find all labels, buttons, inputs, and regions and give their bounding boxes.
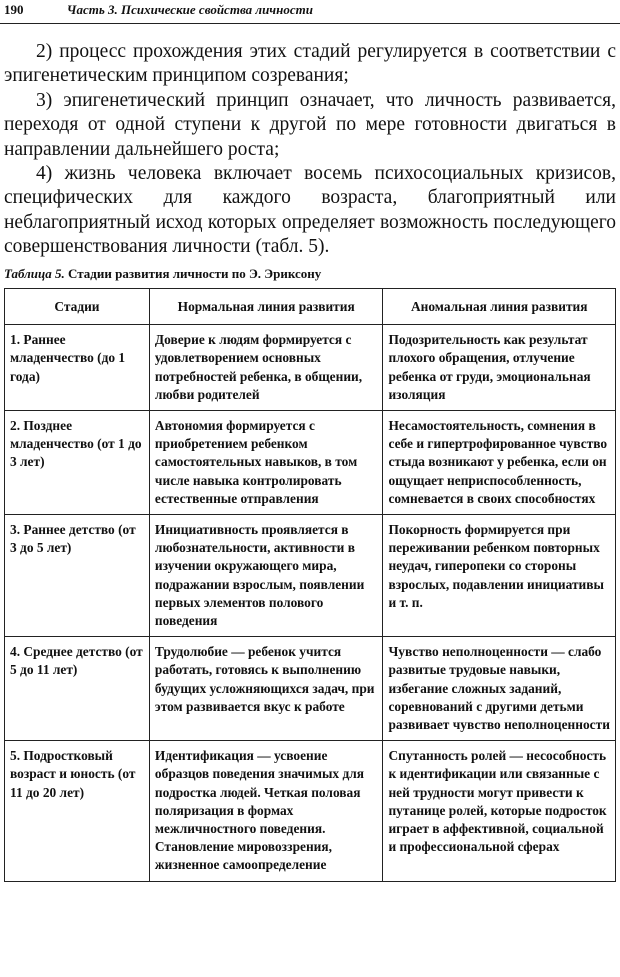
table-row: [5, 741, 616, 881]
running-header: [4, 2, 313, 18]
paragraph-3: 3) эпигенетический принцип означает, что личность развивается, переходя от одной ступени к другой по мере готовности двигаться в направлении дальнейшего роста;: [4, 89, 616, 160]
abnormal-cell: Подозрительность как результат плохого обращения, отлучение ребенка от груди, эмоциональная изоляция: [383, 325, 616, 411]
normal-cell: Инициативность проявляется в любознательности, активности в изучении окружающего мира, подражании взрослым, появлении первых элементов полового поведения: [149, 515, 383, 637]
abnormal-cell: Чувство неполноценности — слабо развитые трудовые навыки, избегание сложных заданий, соревнований с другими детьми развивает чувство неполноценности: [383, 637, 616, 741]
header-rule: [0, 23, 620, 24]
page-number: 190: [4, 2, 24, 17]
body-text: [4, 40, 616, 260]
abnormal-cell: Покорность формируется при переживании ребенком повторных неудач, гиперопеки со стороны взрослых, подавлении инициативы и т. п.: [383, 515, 616, 637]
table-row: [5, 637, 616, 741]
header-normal: Нормальная линия развития: [149, 289, 383, 325]
normal-cell: Доверие к людям формируется с удовлетворением основных потребностей ребенка, в общении, любви родителей: [149, 325, 383, 411]
header-stages: Стадии: [5, 289, 150, 325]
stage-cell: 1. Раннее младенчество (до 1 года): [5, 325, 150, 411]
table-row: [5, 515, 616, 637]
stage-cell: 2. Позднее младенчество (от 1 до 3 лет): [5, 411, 150, 515]
normal-cell: Трудолюбие — ребенок учится работать, готовясь к выполнению будущих усложняющихся задач, при этом развивается вкус к работе: [149, 637, 383, 741]
running-title: Часть 3. Психические свойства личности: [66, 2, 313, 17]
table-row: [5, 325, 616, 411]
normal-cell: Автономия формируется с приобретением ребенком самостоятельных навыков, в том числе навыка контролировать естественные отправления: [149, 411, 383, 515]
abnormal-cell: Несамостоятельность, сомнения в себе и гипертрофированное чувство стыда возникают у ребенка, если он ощущает неприспособленность, сомневается в своих способностях: [383, 411, 616, 515]
header-abnormal: Аномальная линия развития: [383, 289, 616, 325]
stages-table: [4, 288, 616, 882]
paragraph-2: 2) процесс прохождения этих стадий регулируется в соответствии с эпигенетическим принципом созревания;: [4, 41, 616, 87]
paragraph-4: 4) жизнь человека включает восемь психосоциальных кризисов, специфических для каждого возраста, благоприятный или неблагоприятный исход которых определяет возможность последующего совершенствования личности (табл. 5).: [4, 163, 616, 258]
table-header-row: [5, 289, 616, 325]
abnormal-cell: Спутанность ролей — несособность к идентификации или связанные с ней трудности могут привести к путанице ролей, которые подросток играет в аффективной, социальной и профессиональной сферах: [383, 741, 616, 881]
stage-cell: 3. Раннее детство (от 3 до 5 лет): [5, 515, 150, 637]
table-caption-text: Стадии развития личности по Э. Эриксону: [68, 266, 322, 281]
table-caption-label: Таблица 5.: [4, 266, 65, 281]
stage-cell: 4. Среднее детство (от 5 до 11 лет): [5, 637, 150, 741]
stage-cell: 5. Подростковый возраст и юность (от 11 до 20 лет): [5, 741, 150, 881]
normal-cell: Идентификация — усвоение образцов поведения значимых для подростка людей. Четкая половая поляризация в формах межличностного поведения. Становление мировоззрения, жизненное самоопределение: [149, 741, 383, 881]
table-caption: [4, 266, 321, 282]
table-row: [5, 411, 616, 515]
